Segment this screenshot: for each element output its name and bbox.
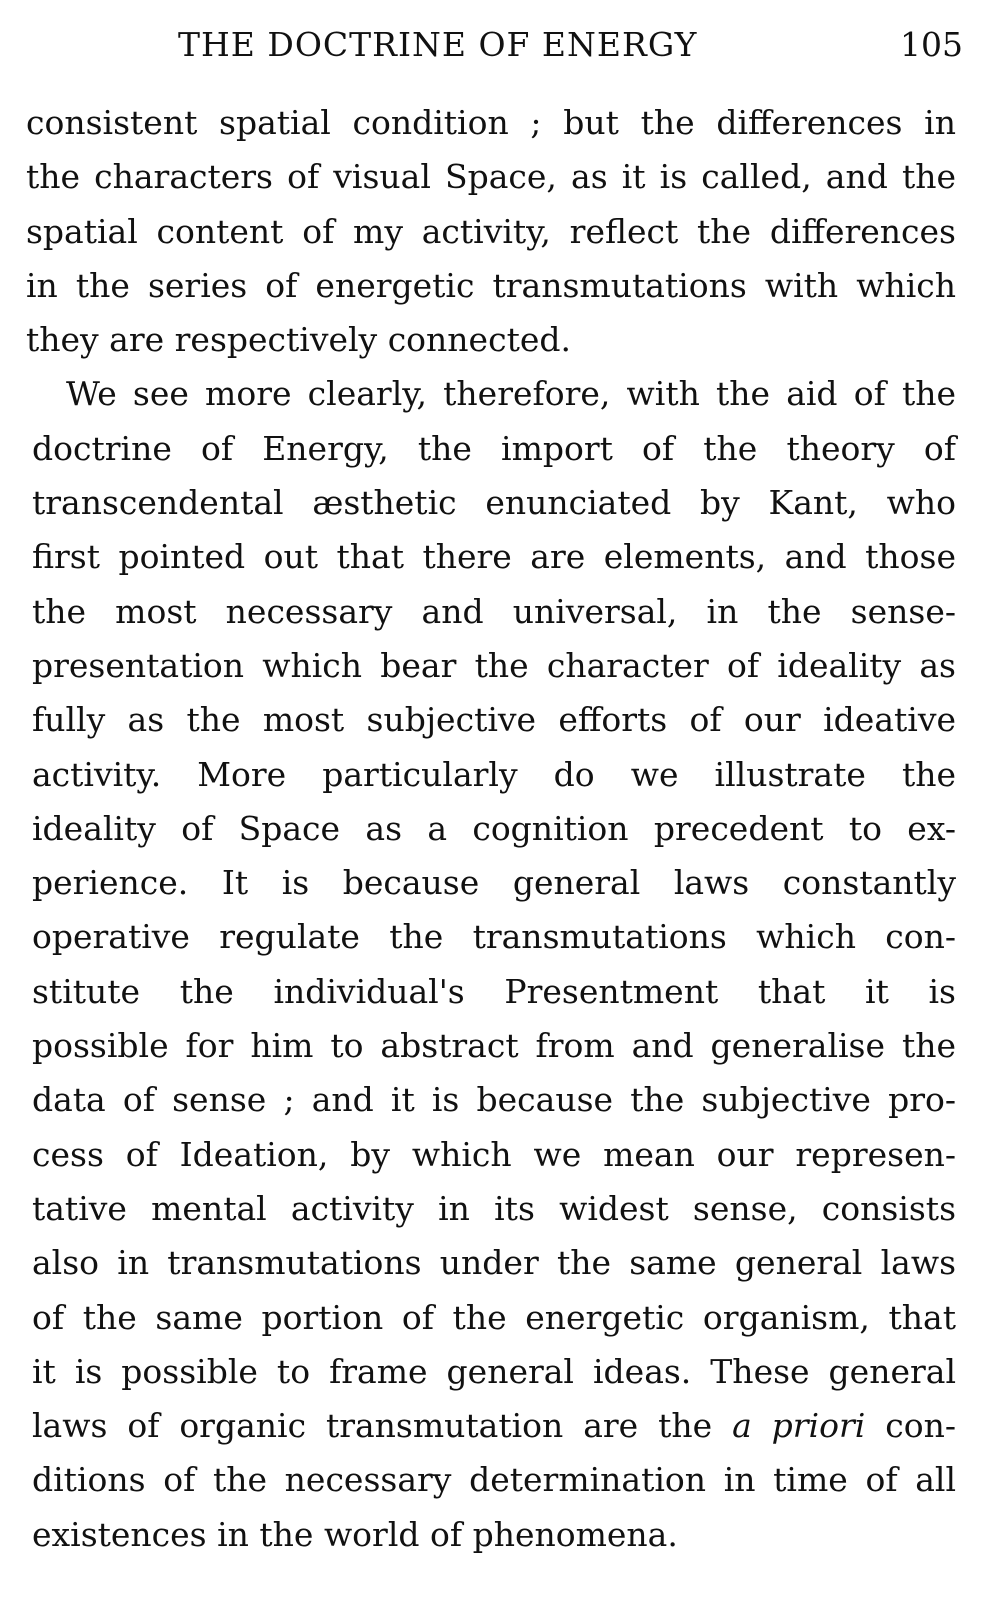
paragraph-1 (26, 96, 956, 367)
text-line: first pointed out that there are elements, and those (32, 537, 956, 577)
text-line: operative regulate the transmutations which con- (32, 917, 956, 957)
text-line: activity. More particularly do we illustrate the (32, 754, 956, 794)
text-line: We see more clearly, therefore, with the aid of the (66, 374, 956, 414)
text-line: doctrine of Energy, the import of the theory of (32, 428, 956, 468)
body-text (26, 96, 956, 1562)
text-line: tative mental activity in its widest sense, consists (32, 1188, 956, 1228)
text-line: the characters of visual Space, as it is called, and the (26, 157, 956, 197)
text-line: possible for him to abstract from and generalise the (32, 1026, 956, 1066)
text-line: fully as the most subjective efforts of our ideative (32, 700, 956, 740)
text-line: ideality of Space as a cognition precedent to ex- (32, 808, 956, 848)
line-end: con- (885, 1406, 956, 1446)
text-line: in the series of energetic transmutations with which (26, 265, 956, 305)
text-line: the most necessary and universal, in the sense- (32, 591, 956, 631)
text-line: ditions of the necessary determination in time of all (32, 1460, 956, 1500)
running-head (0, 22, 1000, 72)
text-line: they are respectively connected. (26, 320, 571, 360)
text-line: transcendental æsthetic enunciated by Kant, who (32, 483, 956, 523)
line-start: laws of organic transmutation are the (32, 1406, 713, 1446)
text-line: stitute the individual's Presentment that it is (32, 971, 956, 1011)
page-number: 105 (900, 25, 963, 64)
text-line: cess of Ideation, by which we mean our represen- (32, 1134, 956, 1174)
paragraph-2 (26, 367, 956, 1562)
text-line-with-italic (26, 1399, 956, 1453)
text-line: perience. It is because general laws constantly (32, 863, 956, 903)
italic-phrase: a priori (732, 1406, 866, 1446)
text-line: it is possible to frame general ideas. These general (32, 1351, 956, 1391)
text-line: spatial content of my activity, reflect the differences (26, 211, 956, 251)
text-line: data of sense ; and it is because the subjective pro- (32, 1080, 956, 1120)
text-line: consistent spatial condition ; but the differences in (26, 103, 956, 142)
text-line: existences in the world of phenomena. (32, 1514, 678, 1554)
text-line: also in transmutations under the same general laws (32, 1243, 956, 1283)
text-line: of the same portion of the energetic organism, that (32, 1297, 956, 1337)
text-line: presentation which bear the character of ideality as (32, 645, 956, 685)
running-title: THE DOCTRINE OF ENERGY (178, 25, 698, 64)
